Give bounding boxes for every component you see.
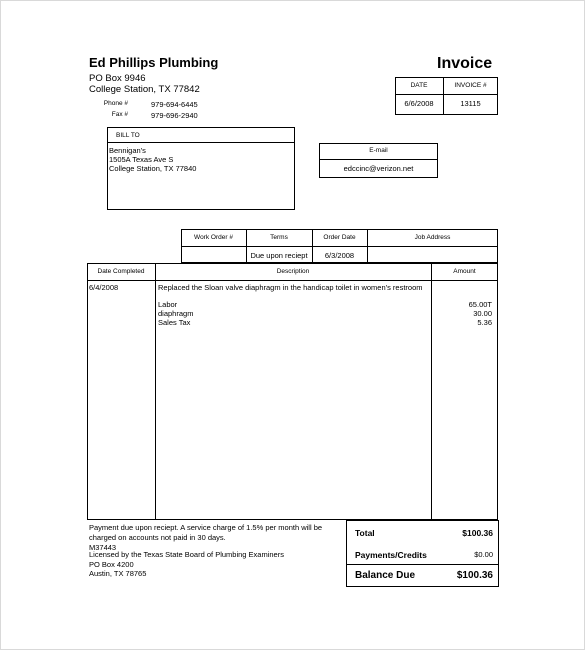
job-address-label: Job Address (414, 234, 451, 241)
company-name: Ed Phillips Plumbing (89, 55, 219, 70)
balance-due-value: $100.36 (456, 570, 493, 581)
invoice-info-divider (395, 94, 498, 95)
items-header-divider (87, 280, 498, 281)
email-divider (319, 159, 438, 160)
invoice-title: Invoice (437, 55, 493, 72)
bill-to-line-2: 1505A Texas Ave S (109, 155, 174, 164)
balance-due-label: Balance Due (355, 570, 416, 581)
description-label: Description (276, 268, 310, 275)
email-value: edccinc@verizon.net (343, 164, 414, 173)
company-address-1: PO Box 9946 (89, 73, 146, 84)
item-amount: 5.36 (477, 318, 492, 327)
payments-value: $0.00 (474, 550, 493, 559)
company-address-2: College Station, TX 77842 (89, 84, 200, 95)
footer-line-6: Austin, TX 78765 (89, 569, 147, 578)
amount-label: Amount (453, 268, 476, 275)
items-col-divider-1 (155, 263, 156, 520)
order-date-label: Order Date (323, 234, 356, 241)
terms-label: Terms (270, 234, 288, 241)
total-label: Total (355, 528, 375, 538)
order-info-divider (181, 246, 498, 247)
date-completed-label: Date Completed (97, 268, 145, 275)
invoice-date-label: DATE (410, 82, 428, 89)
invoice-number-label: INVOICE # (454, 82, 487, 89)
item-description: Labor (158, 300, 178, 309)
total-value: $100.36 (462, 528, 493, 538)
item-description: diaphragm (158, 309, 194, 318)
footer-line-4: Licensed by the Texas State Board of Plumbing Examiners (89, 550, 284, 559)
bill-to-line-1: Bennigan's (109, 146, 146, 155)
fax-label: Fax # (111, 111, 128, 118)
footer-line-5: PO Box 4200 (89, 560, 134, 569)
payments-label: Payments/Credits (355, 550, 427, 560)
footer-line-1: Payment due upon reciept. A service charge of 1.5% per month will be (89, 523, 323, 532)
item-description: Sales Tax (158, 318, 191, 327)
totals-divider (346, 564, 499, 565)
bill-to-divider (107, 142, 295, 143)
date-completed-value: 6/4/2008 (89, 283, 119, 292)
order-date-value: 6/3/2008 (324, 251, 355, 260)
item-description: Replaced the Sloan valve diaphragm in the handicap toilet in women's restroom (158, 283, 423, 292)
terms-value: Due upon reciept (250, 251, 308, 260)
item-amount: 30.00 (473, 309, 492, 318)
email-label: E-mail (369, 147, 388, 154)
invoice-number: 13115 (460, 99, 481, 108)
fax-number: 979-696-2940 (151, 111, 198, 120)
invoice-date: 6/6/2008 (404, 99, 434, 108)
item-amount: 65.00T (468, 300, 492, 309)
work-order-label: Work Order # (194, 234, 233, 241)
footer-line-3: M37443 (89, 543, 117, 552)
phone-number: 979-694-6445 (151, 100, 198, 109)
phone-label: Phone # (103, 100, 128, 107)
footer-line-2: charged on accounts not paid in 30 days. (89, 533, 226, 542)
bill-to-label: BILL TO (116, 132, 140, 139)
bill-to-line-3: College Station, TX 77840 (109, 164, 197, 173)
